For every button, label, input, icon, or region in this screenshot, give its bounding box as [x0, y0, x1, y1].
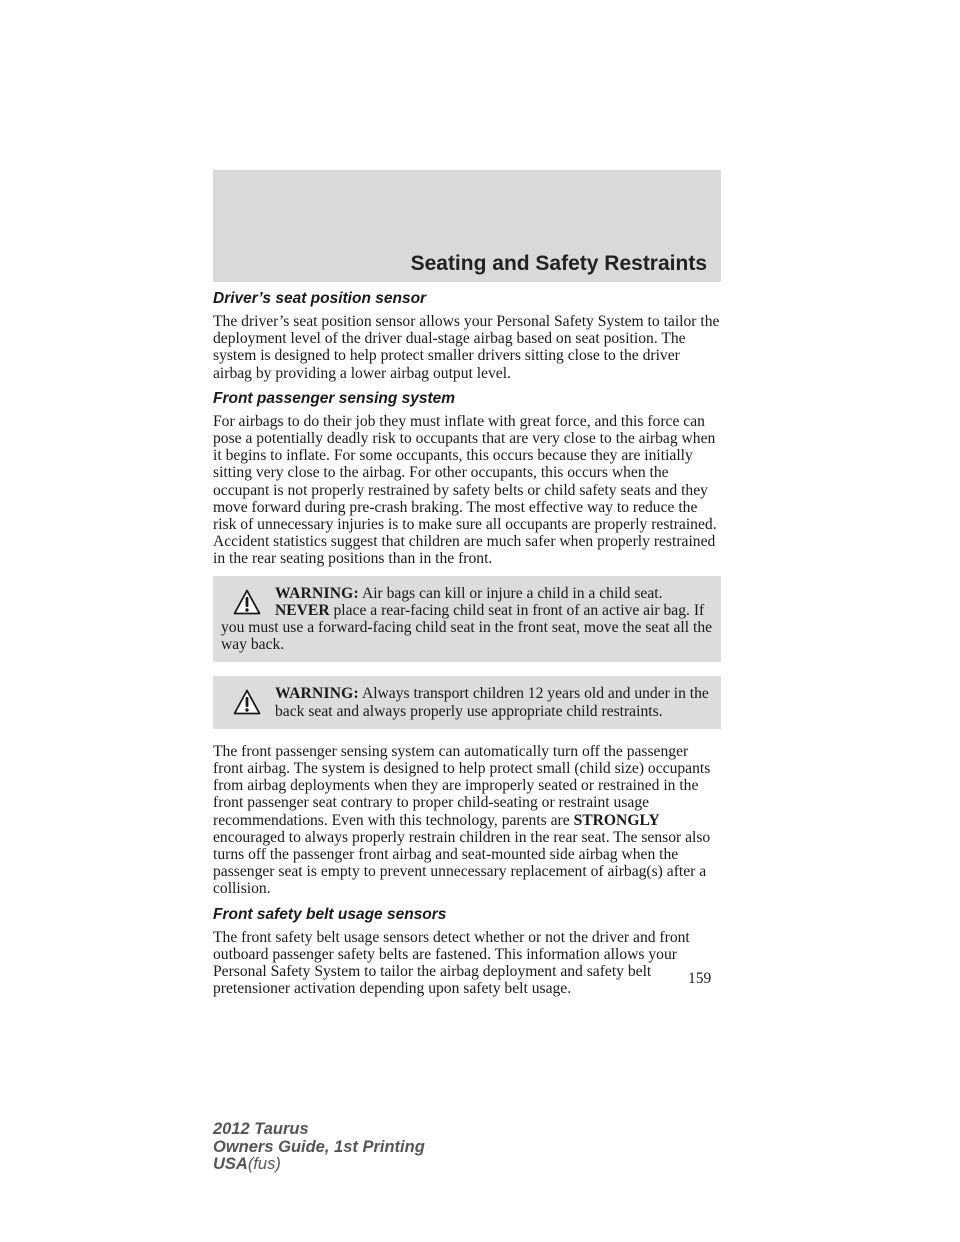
footer-region-suffix: (fus)	[247, 1155, 281, 1173]
page-number: 159	[688, 970, 712, 987]
heading-front-passenger-sensing: Front passenger sensing system	[213, 389, 456, 407]
warning-text: Air bags can kill or injure a child in a child seat.	[361, 584, 663, 602]
paragraph-text-continued: encouraged to always properly restrain children in the rear seat. The sensor also turns off the passenger front airbag and seat-mounted side airbag when the passenger seat is empty to prevent unnecessary replacement of airbag(s) after a collision.	[213, 828, 711, 898]
warning-box-rear-seat	[213, 676, 721, 728]
paragraph-front-passenger-sensing: For airbags to do their job they must inflate with great force, and this force can pose a potentially deadly risk to occupants that are very close to the airbag when it begins to inflate. For some occupants, this occurs because they are initially sitting very close to the airbag. For other occupants, this occurs when the occupant is not properly restrained by safety belts or child safety seats and they move forward during pre-crash braking. The most effective way to reduce the risk of unnecessary injuries is to make sure all occupants are properly restrained. Accident statistics suggest that children are much safer when properly restrained in the rear seating positions than in the front.	[213, 412, 717, 568]
footer-edition: Owners Guide, 1st Printing	[213, 1137, 425, 1156]
footer-region-main: USA	[213, 1155, 248, 1173]
paragraph-text: The front passenger sensing system can automatically turn off the passenger front airbag. The system is designed to help protect small (child size) occupants from airbag deployments when they are improperly seated or restrained in the front passenger seat contrary to proper child-seating or restraint usage recommendations. Even with this technology, parents are	[213, 742, 711, 829]
paragraph-emphasis: STRONGLY	[573, 811, 660, 829]
footer-printing-info	[213, 1121, 425, 1174]
warning-text: Always transport children 12 years old and under in the back seat and always properly use appropriate child restraints.	[275, 685, 709, 720]
warning-label: WARNING:	[275, 584, 359, 602]
paragraph-belt-usage-sensors: The front safety belt usage sensors detect whether or not the driver and front outboard passenger safety belts are fastened. This information allows your Personal Safety System to tailor the airbag deployment and safety belt pretensioner activation depending upon safety belt usage.	[213, 928, 690, 998]
warning-box-child-seat	[213, 576, 721, 663]
heading-belt-usage-sensors: Front safety belt usage sensors	[213, 905, 447, 923]
footer-model: 2012 Taurus	[213, 1120, 309, 1138]
warning-text-continued: place a rear-facing child seat in front of an active air bag. If you must use a forward-facing child seat in the front seat, move the seat all the way back.	[221, 601, 713, 654]
section-header-band	[213, 170, 721, 282]
page-content	[213, 290, 721, 1006]
footer-region	[213, 1156, 425, 1174]
section-title: Seating and Safety Restraints	[410, 252, 707, 275]
warning-label: WARNING:	[275, 685, 359, 703]
heading-driver-seat-sensor: Driver’s seat position sensor	[213, 290, 427, 307]
warning-emphasis: NEVER	[275, 601, 330, 619]
paragraph-driver-seat-sensor: The driver’s seat position sensor allows your Personal Safety System to tailor the deployment level of the driver dual-stage airbag based on seat position. The system is designed to help protect smaller drivers sitting close to the driver airbag by providing a lower airbag output level.	[213, 313, 720, 382]
warning-triangle-icon	[233, 589, 261, 615]
warning-triangle-icon	[233, 689, 261, 715]
paragraph-passenger-airbag-off	[213, 743, 721, 898]
